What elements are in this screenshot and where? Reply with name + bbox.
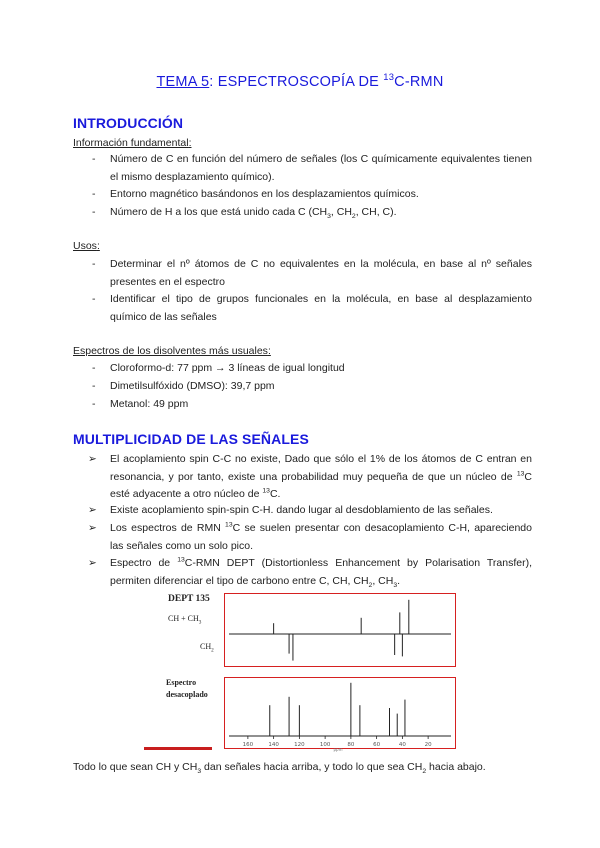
axis-tick-label: 140 [268,742,279,748]
t: CH [200,642,212,651]
info-label-colon: : [188,137,192,149]
item-text: Determinar el nº átomos de C no equivalentes en la molécula, en base al nº señales presentes en el espectro [110,258,532,288]
list-item [92,151,532,186]
item-text: Cloroformo-d: 77 ppm → 3 líneas de igual longitud [110,362,345,374]
info-fundamental-label [73,137,192,149]
axis-tick-label: 40 [398,742,406,748]
t: Espectro de [110,557,178,569]
spectrum-frame [224,677,456,752]
axis-tick-label: 80 [347,742,355,748]
title-main: ESPECTROSCOPÍA DE [213,74,384,90]
sub3: 3 [197,768,202,776]
item-text [110,204,532,222]
list-item [88,555,532,590]
sub2: 2 [368,581,373,589]
sub3: 3 [198,619,202,626]
item-text [110,451,532,504]
list-item [92,360,532,378]
list-item [92,396,532,414]
axis-tick-label: 60 [373,742,381,748]
t: Los espectros de RMN [110,522,226,534]
title-colon: : [209,74,214,90]
item-text [110,520,532,555]
dept-frame [224,593,456,667]
decoupled-spectrum-plot [225,678,455,752]
info-label-text: Información fundamental [73,137,189,149]
t: , CH [330,206,352,218]
sup13: 13 [177,556,185,564]
heading-introduccion: INTRODUCCIÓN [73,115,184,131]
t: C-RMN DEPT (Distortionless Enhancement by Polarisation Transfer), permiten diferenciar el tipo de carbono entre C, CH, CH [110,557,532,587]
item-text: Entorno magnético basándonos en los desplazamientos químicos. [110,188,419,200]
item-text: Metanol: 49 ppm [110,398,189,410]
dept-label: DEPT 135 [168,594,210,604]
footer-note [73,761,486,776]
t: C esté adyacente a otro núcleo de [110,470,532,500]
sub3: 3 [393,581,398,589]
item-text: Existe acoplamiento spin-spin C-H. dando lugar al desdoblamiento de las señales. [110,504,493,516]
list-item [88,451,532,504]
arrow-marker: ➢ [88,522,97,534]
dash-marker: - [92,380,96,392]
dash-marker: - [92,206,96,218]
solv-text: Espectros de los disolventes más usuales [73,345,268,357]
axis-tick-label: 100 [319,742,331,748]
list-item [92,204,532,222]
solv-colon: : [267,345,271,357]
axis-unit-label: ppm [333,747,343,752]
t: , CH [372,574,394,587]
page-title [0,71,600,90]
sup13: 13 [516,470,525,477]
arrow-marker: ➢ [88,453,97,465]
item-text [110,555,532,590]
axis-tick-label: 20 [424,742,432,748]
ch-ch3-label [168,614,202,626]
disolventes-label [73,345,271,357]
usos-colon: : [96,240,100,252]
t: dan señales hacia arriba, y todo lo que sea CH [201,761,423,773]
usos-text: Usos [73,240,97,252]
t: CH + CH [168,614,199,623]
list-item [92,378,532,396]
t: . [397,574,401,587]
t: , CH, C). [355,206,397,218]
sup13: 13 [262,487,270,495]
list-item [88,520,532,555]
arrow-marker: ➢ [88,504,97,516]
title-tail: C-RMN [394,74,444,90]
dash-marker: - [92,293,96,305]
t: hacia abajo. [426,761,486,773]
axis-tick-label: 160 [242,742,254,748]
dash-marker: - [92,398,96,410]
item-text: Número de C en función del número de señales (los C químicamente equivalentes tienen el mismo desplazamiento químico). [110,153,532,183]
sup13: 13 [225,521,233,529]
dash-marker: - [92,362,96,374]
dept-spectrum-plot [225,594,455,666]
list-item [92,291,532,326]
dash-marker: - [92,188,96,200]
heading-multiplicidad: MULTIPLICIDAD DE LAS SEÑALES [73,431,309,447]
t: desacoplado [166,690,208,699]
t: C. [269,488,281,500]
usos-label [73,240,100,252]
title-sup: 13 [383,71,395,83]
list-item [92,256,532,291]
sub2: 2 [211,647,214,654]
item-text: Identificar el tipo de grupos funcionales en la molécula, en base al desplazamiento químico de las señales [110,293,532,323]
sub2: 2 [351,213,356,221]
item-text: Dimetilsulfóxido (DMSO): 39,7 ppm [110,380,275,392]
arrow-marker: ➢ [88,557,97,569]
t: El acoplamiento spin C-C no existe, Dado que sólo el 1% de los átomos de C entran en resonancia, y por tanto, existe una probabilidad muy pequeña de que un núcleo de [110,453,532,483]
dash-marker: - [92,258,96,270]
red-underline-decoration [144,747,212,750]
t: Espectro [166,678,197,687]
list-item [88,502,532,520]
ch2-label [200,642,214,654]
title-tema: TEMA 5 [156,74,210,90]
spectrum-label [166,677,208,701]
t: Número de H a los que está unido cada C (CH [110,206,328,218]
dash-marker: - [92,153,96,165]
sub2: 2 [422,768,427,776]
list-item [92,186,532,204]
axis-tick-label: 120 [294,742,305,748]
t: C se suelen presentar con desacoplamiento C-H, apareciendo las señales como un solo pico. [110,522,532,552]
sub3: 3 [327,213,331,221]
t: Todo lo que sean CH y CH [73,761,198,773]
